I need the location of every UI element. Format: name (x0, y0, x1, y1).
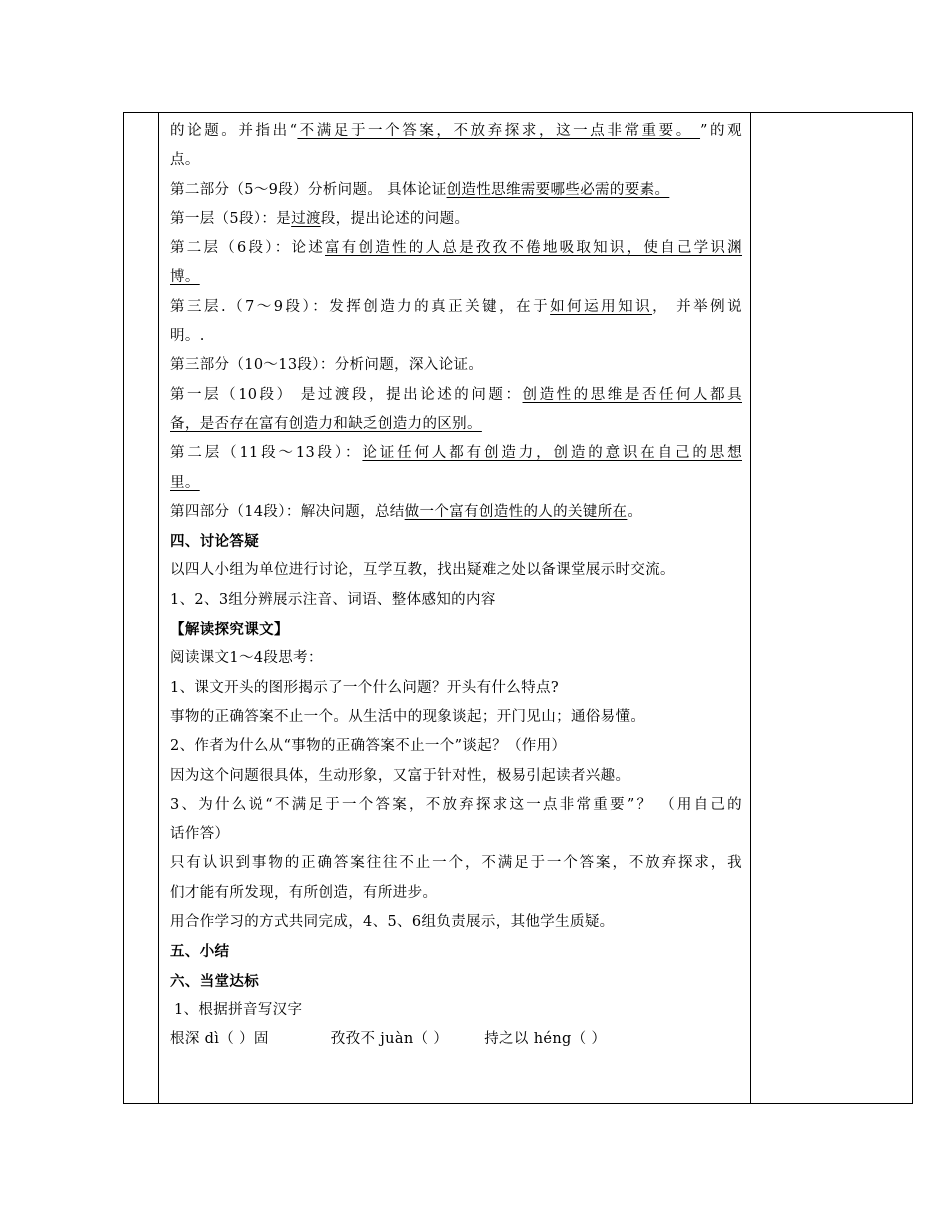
line-text: ”的观 (700, 123, 742, 139)
text-line (170, 234, 742, 263)
line-text: 1、课文开头的图形揭示了一个什么问题？开头有什么特点? (170, 679, 559, 696)
text-line (170, 381, 742, 410)
section-heading (170, 967, 742, 996)
line-text: 第二层（6段）：论述 (170, 240, 326, 257)
line-text: 四、讨论答疑 (170, 533, 260, 551)
text-line (170, 410, 742, 439)
underlined-text: 创造性思维需要哪些必需的要素。 (446, 181, 670, 198)
line-text: 点。 (170, 152, 200, 169)
text-line (170, 351, 742, 380)
line-text: 只有认识到事物的正确答案往往不止一个，不满足于一个答案，不放弃探求，我 (170, 855, 742, 872)
underlined-text: 如何运用知识 (550, 298, 653, 315)
line-text: 第二层（11段～13段）： (170, 445, 363, 462)
line-text: 们才能有所发现，有所创造，有所进步。 (170, 884, 438, 901)
pinyin-item-3: 持之以 héng（ ） (484, 1031, 607, 1048)
line-text: 段，提出论述的问题。 (320, 210, 470, 227)
text-lines (170, 117, 742, 1025)
line-text: 六、当堂达标 (170, 972, 260, 990)
content-column (160, 113, 750, 1103)
line-text: 第三层.（7～9段）：发挥创造力的真正关键，在于 (170, 298, 551, 315)
right-column (750, 113, 912, 1103)
text-line (170, 820, 742, 849)
text-line (170, 556, 742, 585)
text-line (170, 322, 742, 351)
line-text: 的论题。并指出“ (170, 123, 298, 139)
underlined-text: 创造性的思维是否任何人都具 (522, 386, 742, 403)
line-text: 第三部分（10～13段）：分析问题，深入论证。 (170, 357, 484, 374)
text-line (170, 996, 742, 1025)
text-line (170, 146, 742, 175)
text-line (170, 732, 742, 761)
section-heading (170, 615, 742, 644)
line-text: 1、根据拼音写汉字 (174, 1001, 303, 1018)
pinyin-item-1: 根深 dì（ ）固 (170, 1031, 269, 1048)
line-text: 话作答） (170, 826, 230, 843)
text-line (170, 908, 742, 937)
text-line (170, 762, 742, 791)
line-text: 1、2、3组分辨展示注音、词语、整体感知的内容 (170, 591, 496, 608)
text-line (170, 293, 742, 322)
pinyin-exercise-row (170, 1025, 742, 1054)
line-text: 明。. (170, 328, 205, 345)
text-line (170, 176, 742, 205)
line-text: 因为这个问题很具体，生动形象，又富于针对性，极易引起读者兴趣。 (170, 767, 631, 784)
underlined-text: 论证任何人都有创造力，创造的意识在自己的思想 (362, 445, 742, 462)
underlined-text: 不满足于一个答案，不放弃探求，这一点非常重要。 (297, 123, 701, 139)
line-text: 第一层（10段） 是过渡段，提出论述的问题： (170, 386, 523, 403)
text-line (170, 703, 742, 732)
underlined-text: 里。 (170, 474, 200, 491)
line-text: 以四人小组为单位进行讨论，互学互教，找出疑难之处以备课堂展示时交流。 (170, 562, 675, 579)
line-text: 阅读课文1～4段思考： (170, 650, 323, 667)
text-line (170, 791, 742, 820)
underlined-text: 博。 (170, 269, 200, 286)
underlined-text: 过渡 (291, 210, 321, 227)
section-heading (170, 527, 742, 556)
line-text: 2、作者为什么从“事物的正确答案不止一个”谈起？（作用） (170, 738, 567, 755)
pinyin-item-2: 孜孜不 juàn（ ） (330, 1031, 449, 1048)
line-text: 五、小结 (170, 943, 230, 961)
underlined-text: 做一个富有创造性的人的关键所在 (404, 503, 628, 520)
line-text: 3、为什么说“不满足于一个答案，不放弃探求这一点非常重要”？ （用自己的 (170, 796, 742, 813)
text-line (170, 439, 742, 468)
underlined-text: 富有创造性的人总是孜孜不倦地吸取知识，使自己学识渊 (325, 240, 742, 257)
line-text: 。 (627, 503, 643, 520)
text-line (170, 849, 742, 878)
line-text: 第二部分（5～9段）分析问题。 具体论证 (170, 181, 447, 198)
section-heading (170, 937, 742, 966)
text-line (170, 586, 742, 615)
text-line (170, 879, 742, 908)
lesson-table (123, 112, 913, 1104)
text-line (170, 498, 742, 527)
underlined-text: 备，是否存在富有创造力和缺乏创造力的区别。 (170, 415, 482, 432)
line-text: 第一层（5段）：是 (170, 210, 292, 227)
text-line (170, 469, 742, 498)
text-line (170, 263, 742, 292)
text-line (170, 644, 742, 673)
line-text: 【解读探究课文】 (170, 621, 289, 639)
text-line (170, 674, 742, 703)
line-text: 第四部分（14段）：解决问题，总结 (170, 503, 405, 520)
line-text: 用合作学习的方式共同完成，4、5、6组负责展示，其他学生质疑。 (170, 914, 615, 931)
left-column (124, 113, 159, 1103)
text-line (170, 205, 742, 234)
text-line (170, 117, 742, 146)
line-text: 事物的正确答案不止一个。从生活中的现象谈起；开门见山；通俗易懂。 (170, 708, 646, 725)
line-text: ， 并举例说 (652, 298, 742, 315)
